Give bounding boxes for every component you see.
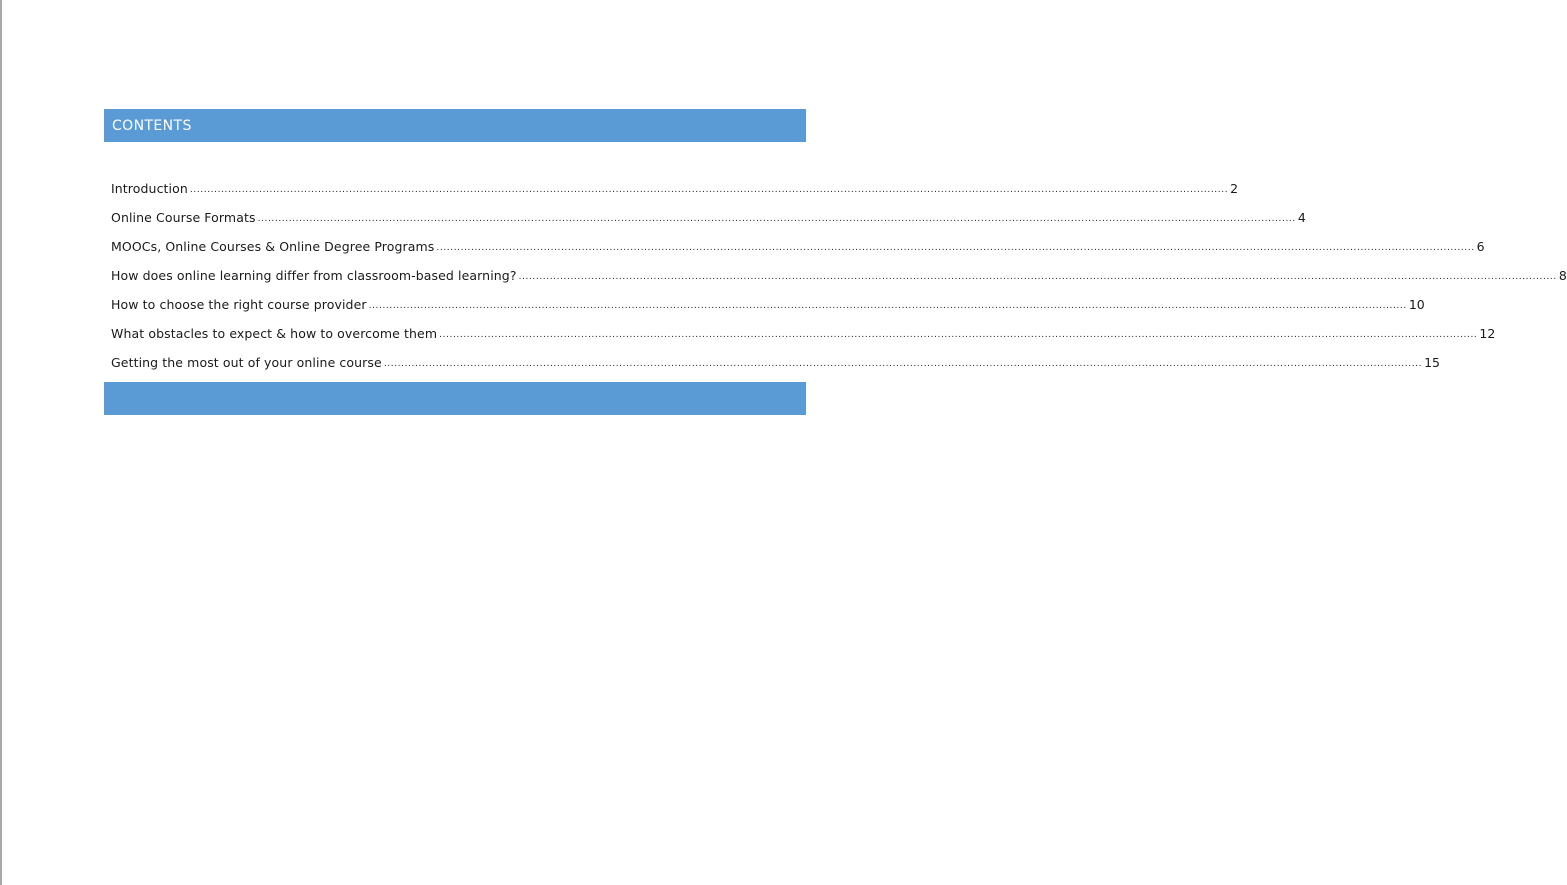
toc-entry-text: Introduction (111, 181, 188, 196)
toc-dot-leader: ............................................................................................................................................................................................................................................................................................................ (368, 301, 1407, 311)
contents-footer-bar (104, 382, 806, 415)
toc-entry-text: Getting the most out of your online course (111, 355, 382, 370)
toc-entry-moocs[interactable] (111, 232, 1485, 261)
toc-page-number: 2 (1230, 181, 1239, 196)
toc-entry-obstacles[interactable] (111, 319, 1496, 348)
toc-entry-online-vs-classroom[interactable] (111, 261, 1567, 290)
toc-entry-choose-provider[interactable] (111, 290, 1425, 319)
toc-entry-getting-the-most[interactable] (111, 348, 1440, 377)
toc-page-number: 6 (1476, 239, 1485, 254)
toc-entry-text: How does online learning differ from classroom-based learning? (111, 268, 517, 283)
toc-page-number: 4 (1297, 210, 1306, 225)
toc-page-number: 8 (1558, 268, 1567, 283)
toc-entry-introduction[interactable] (111, 174, 1239, 203)
contents-header-bar (104, 109, 806, 142)
toc-dot-leader: ............................................................................................................................................................................................................................................................................................................ (518, 272, 1557, 282)
toc-entry-text: MOOCs, Online Courses & Online Degree Programs (111, 239, 435, 254)
toc-entry-text: Online Course Formats (111, 210, 256, 225)
toc-page-number: 10 (1408, 297, 1425, 312)
toc-entry-text: What obstacles to expect & how to overcome them (111, 326, 438, 341)
page-left-edge (0, 0, 2, 885)
toc-dot-leader: ............................................................................................................................................................................................................................................................................................................ (439, 330, 1478, 340)
toc-dot-leader: ............................................................................................................................................................................................................................................................................................................ (436, 243, 1475, 253)
toc-dot-leader: ............................................................................................................................................................................................................................................................................................................ (383, 359, 1423, 369)
toc-page-number: 15 (1424, 355, 1440, 370)
toc-entry-text: How to choose the right course provider (111, 297, 367, 312)
contents-title: CONTENTS (112, 118, 192, 134)
toc-entry-online-course-formats[interactable] (111, 203, 1306, 232)
toc-dot-leader: ............................................................................................................................................................................................................................................................................................................ (189, 185, 1229, 195)
toc-page-number: 12 (1479, 326, 1496, 341)
table-of-contents (111, 174, 1567, 377)
toc-dot-leader: ............................................................................................................................................................................................................................................................................................................ (257, 214, 1296, 224)
